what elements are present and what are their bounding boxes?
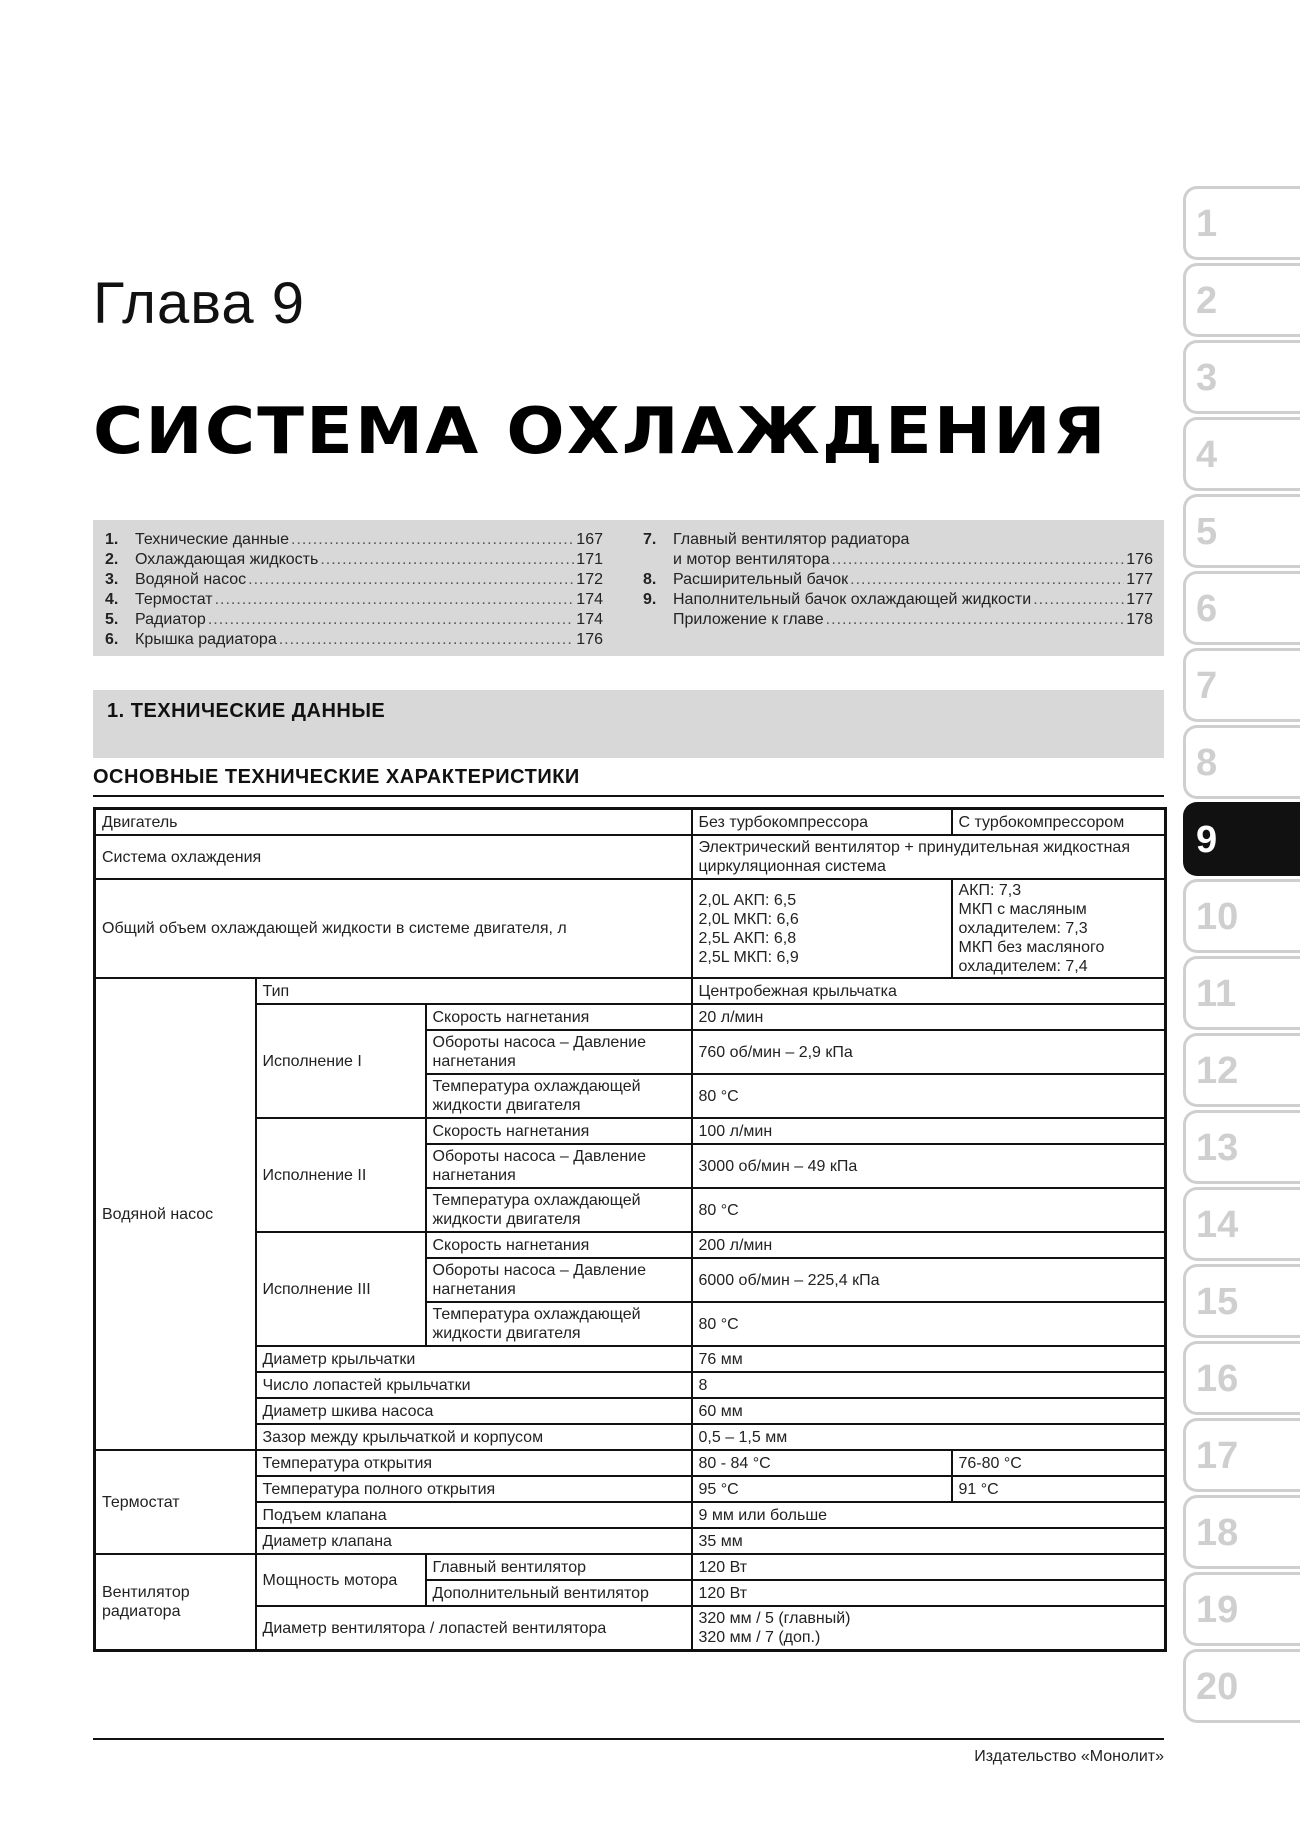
toc-item-title: Главный вентилятор радиатора <box>673 531 910 548</box>
table-of-contents <box>93 520 1164 656</box>
toc-item-title: Водяной насос <box>135 571 247 588</box>
cell-variant-name: Исполнение I <box>256 1004 426 1118</box>
cell-type-value: Центробежная крыльчатка <box>692 978 1166 1004</box>
cell-temp-value: 80 °С <box>692 1302 1166 1346</box>
table-row <box>95 1118 1166 1144</box>
toc-item[interactable] <box>643 610 1153 630</box>
chapter-title: СИСТЕМА ОХЛАЖДЕНИЯ <box>93 395 1108 469</box>
cell-valve-lift: Подъем клапана <box>256 1502 692 1528</box>
cell-rpm-label: Обороты насоса – Давление нагнетания <box>426 1030 692 1074</box>
table-row <box>95 1372 1166 1398</box>
cell-rpm-value: 3000 об/мин – 49 кПа <box>692 1144 1166 1188</box>
toc-item-title: Радиатор <box>135 611 206 628</box>
cell-temp-label: Температура охлаждающей жидкости двигателя <box>426 1188 692 1232</box>
toc-item-page: 178 <box>1126 611 1153 628</box>
cell-thermostat: Термостат <box>95 1450 256 1554</box>
toc-item-page: 171 <box>576 551 603 568</box>
toc-item-number: 7. <box>643 531 657 548</box>
cell-valve-lift-value: 9 мм или больше <box>692 1502 1166 1528</box>
volume-line: 2,0L АКП: 6,5 <box>698 891 797 909</box>
cell-speed-label: Скорость нагнетания <box>426 1118 692 1144</box>
toc-item-title: Приложение к главе <box>673 611 824 628</box>
cell-temp-value: 80 °С <box>692 1074 1166 1118</box>
toc-item[interactable] <box>105 550 603 570</box>
table-row <box>95 1606 1166 1651</box>
publisher-name: Издательство «Монолит» <box>974 1748 1164 1765</box>
chapter-tab-17[interactable]: 17 <box>1183 1418 1300 1492</box>
table-row <box>95 809 1166 836</box>
toc-leader-dots <box>850 570 1124 590</box>
subsection-title: ОСНОВНЫЕ ТЕХНИЧЕСКИЕ ХАРАКТЕРИСТИКИ <box>93 766 1164 797</box>
cell-pump: Водяной насос <box>95 978 256 1450</box>
section-title: 1. ТЕХНИЧЕСКИЕ ДАННЫЕ <box>107 700 386 722</box>
cell-valve-diameter-value: 35 мм <box>692 1528 1166 1554</box>
chapter-tab-19[interactable]: 19 <box>1183 1572 1300 1646</box>
cell-open-temp-no-turbo: 80 - 84 °С <box>692 1450 952 1476</box>
volume-line: 2,0L МКП: 6,6 <box>698 910 799 928</box>
cell-gap: Зазор между крыльчаткой и корпусом <box>256 1424 692 1450</box>
chapter-tab-6[interactable]: 6 <box>1183 571 1300 645</box>
toc-item-page: 176 <box>1126 551 1153 568</box>
cell-no-turbo-header: Без турбокомпрессора <box>692 809 952 836</box>
cell-speed-label: Скорость нагнетания <box>426 1232 692 1258</box>
cell-type: Тип <box>256 978 692 1004</box>
cell-valve-diameter: Диаметр клапана <box>256 1528 692 1554</box>
toc-item[interactable] <box>105 530 603 550</box>
toc-item[interactable] <box>643 530 1153 550</box>
toc-item-number: 8. <box>643 571 657 588</box>
table-row <box>95 835 1166 879</box>
cell-fan-diameter-value <box>692 1606 1166 1651</box>
cell-volume-no-turbo <box>692 879 952 978</box>
chapter-tab-20[interactable]: 20 <box>1183 1649 1300 1723</box>
toc-leader-dots <box>320 550 574 570</box>
toc-item[interactable] <box>105 590 603 610</box>
table-row <box>95 879 1166 978</box>
toc-item-title: Охлаждающая жидкость <box>135 551 319 568</box>
cell-variant-name: Исполнение II <box>256 1118 426 1232</box>
toc-item[interactable] <box>105 570 603 590</box>
toc-item-title: Крышка радиатора <box>135 631 277 648</box>
table-row <box>95 1450 1166 1476</box>
toc-item-title: Термостат <box>135 591 213 608</box>
cell-cooling-system-value: Электрический вентилятор + принудительная жидкостная циркуляционная система <box>692 835 1166 879</box>
cell-open-temp: Температура открытия <box>256 1450 692 1476</box>
toc-item-page: 177 <box>1126 591 1153 608</box>
toc-item-title: и мотор вентилятора <box>673 551 830 568</box>
chapter-tab-16[interactable]: 16 <box>1183 1341 1300 1415</box>
cell-turbo-header: С турбокомпрессором <box>952 809 1166 836</box>
cell-impeller-diameter: Диаметр крыльчатки <box>256 1346 692 1372</box>
chapter-tab-3[interactable]: 3 <box>1183 340 1300 414</box>
toc-item-number: 5. <box>105 611 119 628</box>
toc-leader-dots <box>215 590 575 610</box>
cell-temp-label: Температура охлаждающей жидкости двигателя <box>426 1302 692 1346</box>
toc-leader-dots <box>248 570 574 590</box>
fan-diameter-line: 320 мм / 7 (доп.) <box>698 1629 821 1646</box>
cell-rpm-label: Обороты насоса – Давление нагнетания <box>426 1144 692 1188</box>
cell-rpm-label: Обороты насоса – Давление нагнетания <box>426 1258 692 1302</box>
table-row <box>95 1476 1166 1502</box>
volume-line: охладителем: 7,3 <box>958 920 1088 937</box>
toc-item-number: 1. <box>105 531 119 548</box>
cell-speed-value: 20 л/мин <box>692 1004 1166 1030</box>
chapter-label: Глава 9 <box>93 271 306 336</box>
cell-cooling-system: Система охлаждения <box>95 835 692 879</box>
cell-engine: Двигатель <box>95 809 692 836</box>
chapter-tab-5[interactable]: 5 <box>1183 494 1300 568</box>
volume-line: АКП: 7,3 <box>958 882 1022 899</box>
volume-line: МКП без масляного <box>958 939 1105 956</box>
table-row <box>95 1424 1166 1450</box>
cell-fan: Вентилятор радиатора <box>95 1554 256 1651</box>
toc-item-page: 172 <box>576 571 603 588</box>
cell-pulley-value: 60 мм <box>692 1398 1166 1424</box>
fan-diameter-line: 320 мм / 5 (главный) <box>698 1610 851 1627</box>
cell-gap-value: 0,5 – 1,5 мм <box>692 1424 1166 1450</box>
toc-item-page: 174 <box>576 611 603 628</box>
cell-temp-label: Температура охлаждающей жидкости двигателя <box>426 1074 692 1118</box>
footer-divider <box>93 1738 1164 1740</box>
toc-item-number: 3. <box>105 571 119 588</box>
cell-main-fan: Главный вентилятор <box>426 1554 692 1580</box>
cell-volume: Общий объем охлаждающей жидкости в системе двигателя, л <box>95 879 692 978</box>
cell-temp-value: 80 °С <box>692 1188 1166 1232</box>
toc-leader-dots <box>1033 590 1124 610</box>
chapter-tab-14[interactable]: 14 <box>1183 1187 1300 1261</box>
cell-aux-fan: Дополнительный вентилятор <box>426 1580 692 1606</box>
volume-line: 2,5L АКП: 6,8 <box>698 929 797 947</box>
cell-main-fan-value: 120 Вт <box>692 1554 1166 1580</box>
chapter-tab-9[interactable]: 9 <box>1183 802 1300 876</box>
toc-leader-dots <box>208 610 574 630</box>
chapter-tab-10[interactable]: 10 <box>1183 879 1300 953</box>
cell-speed-label: Скорость нагнетания <box>426 1004 692 1030</box>
toc-item-title: Расширительный бачок <box>673 571 849 588</box>
toc-item-page: 176 <box>576 631 603 648</box>
chapter-tab-18[interactable]: 18 <box>1183 1495 1300 1569</box>
toc-item-page: 177 <box>1126 571 1153 588</box>
table-row <box>95 1502 1166 1528</box>
table-row <box>95 1346 1166 1372</box>
toc-item[interactable] <box>643 550 1153 570</box>
cell-blades-value: 8 <box>692 1372 1166 1398</box>
toc-item-number: 6. <box>105 631 119 648</box>
volume-line: охладителем: 7,4 <box>958 958 1088 975</box>
cell-motor-power: Мощность мотора <box>256 1554 426 1606</box>
cell-full-open: Температура полного открытия <box>256 1476 692 1502</box>
chapter-tab-4[interactable]: 4 <box>1183 417 1300 491</box>
chapter-tab-13[interactable]: 13 <box>1183 1110 1300 1184</box>
cell-open-temp-turbo: 76-80 °С <box>952 1450 1166 1476</box>
cell-rpm-value: 6000 об/мин – 225,4 кПа <box>692 1258 1166 1302</box>
toc-item[interactable] <box>643 590 1153 610</box>
cell-blades: Число лопастей крыльчатки <box>256 1372 692 1398</box>
table-row <box>95 1398 1166 1424</box>
toc-left-column <box>105 530 603 650</box>
toc-item[interactable] <box>105 630 603 650</box>
toc-leader-dots <box>291 530 574 550</box>
cell-pulley: Диаметр шкива насоса <box>256 1398 692 1424</box>
cell-volume-turbo <box>952 879 1166 978</box>
table-row <box>95 1528 1166 1554</box>
cell-variant-name: Исполнение III <box>256 1232 426 1346</box>
table-row <box>95 1004 1166 1030</box>
chapter-tab-11[interactable]: 11 <box>1183 956 1300 1030</box>
toc-item-page: 167 <box>576 531 603 548</box>
chapter-tab-7[interactable]: 7 <box>1183 648 1300 722</box>
toc-item-page: 174 <box>576 591 603 608</box>
chapter-tab-12[interactable]: 12 <box>1183 1033 1300 1107</box>
cell-full-open-turbo: 91 °С <box>952 1476 1166 1502</box>
table-row <box>95 978 1166 1004</box>
cell-speed-value: 200 л/мин <box>692 1232 1166 1258</box>
toc-right-column <box>643 530 1153 630</box>
toc-item[interactable] <box>643 570 1153 590</box>
toc-item-title: Технические данные <box>135 531 290 548</box>
table-row <box>95 1554 1166 1580</box>
chapter-tab-1[interactable]: 1 <box>1183 186 1300 260</box>
specs-table <box>93 807 1167 1652</box>
toc-item-number: 9. <box>643 591 657 608</box>
section-header <box>93 690 1164 758</box>
toc-item-number: 2. <box>105 551 119 568</box>
cell-impeller-diameter-value: 76 мм <box>692 1346 1166 1372</box>
cell-rpm-value: 760 об/мин – 2,9 кПа <box>692 1030 1166 1074</box>
cell-aux-fan-value: 120 Вт <box>692 1580 1166 1606</box>
chapter-tab-8[interactable]: 8 <box>1183 725 1300 799</box>
toc-item-title: Наполнительный бачок охлаждающей жидкости <box>673 591 1032 608</box>
toc-leader-dots <box>279 630 575 650</box>
chapter-tab-2[interactable]: 2 <box>1183 263 1300 337</box>
toc-item-number: 4. <box>105 591 119 608</box>
volume-line: МКП с масляным <box>958 901 1087 918</box>
chapter-tab-15[interactable]: 15 <box>1183 1264 1300 1338</box>
cell-full-open-no-turbo: 95 °С <box>692 1476 952 1502</box>
cell-fan-diameter: Диаметр вентилятора / лопастей вентилятора <box>256 1606 692 1651</box>
table-row <box>95 1232 1166 1258</box>
toc-leader-dots <box>831 550 1124 570</box>
toc-leader-dots <box>826 610 1125 630</box>
toc-item[interactable] <box>105 610 603 630</box>
cell-speed-value: 100 л/мин <box>692 1118 1166 1144</box>
volume-line: 2,5L МКП: 6,9 <box>698 948 799 966</box>
